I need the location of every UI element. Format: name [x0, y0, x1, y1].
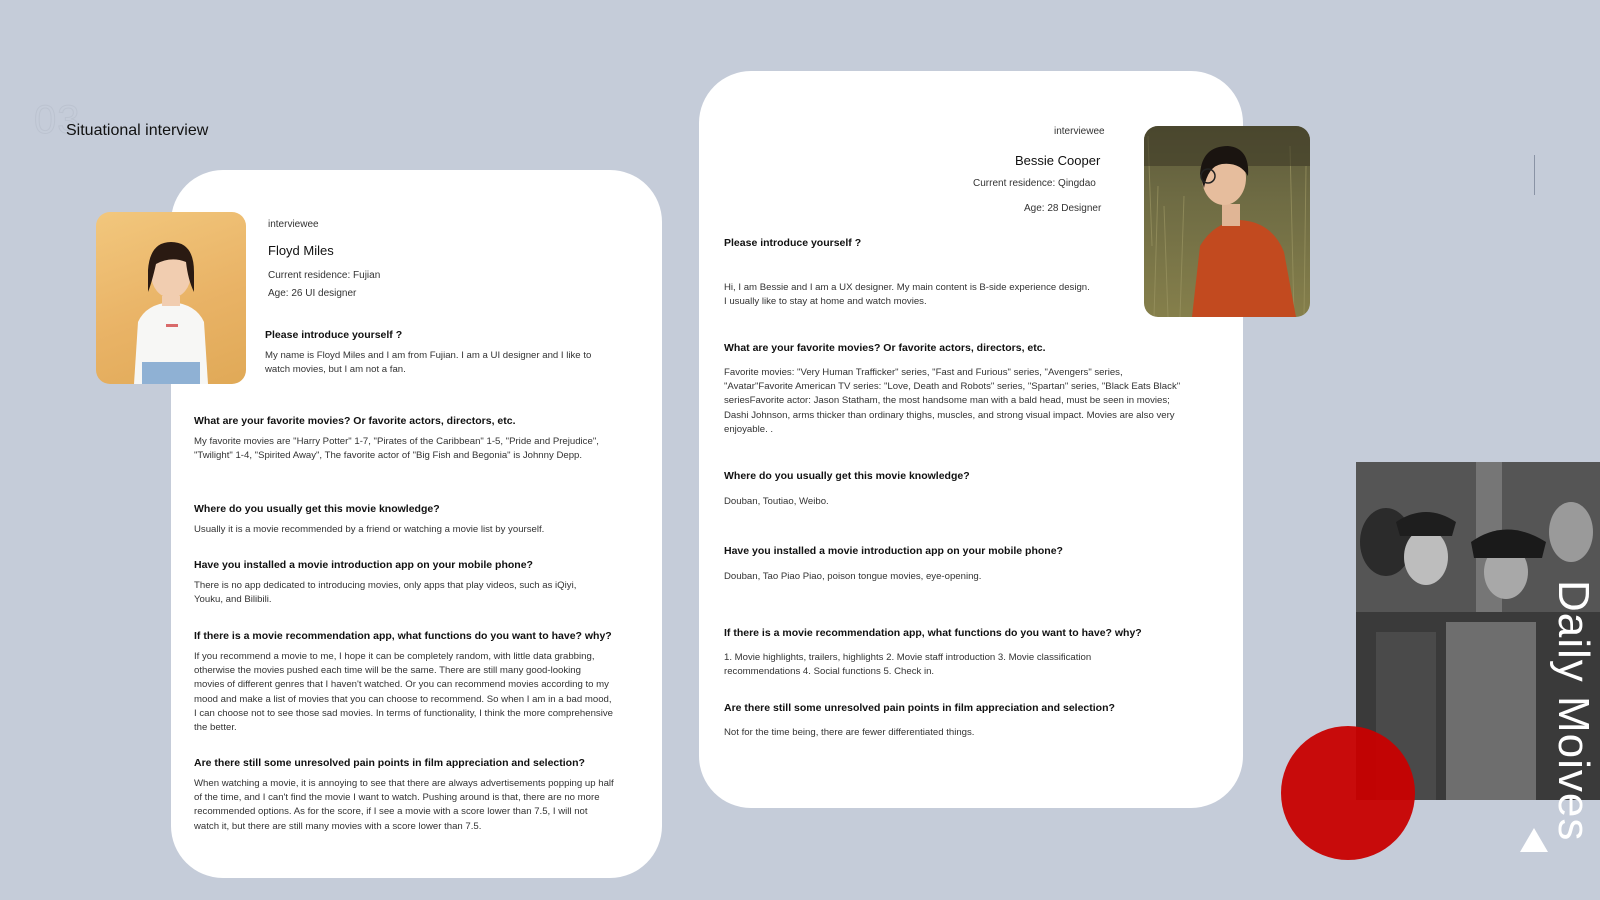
- question: Where do you usually get this movie knowledge?: [194, 503, 440, 515]
- divider-line: [1534, 155, 1535, 195]
- answer: Favorite movies: "Very Human Trafficker" series, "Fast and Furious" series, "Avengers" series, "Avatar"Favorite American TV series: "Love, Death and Robots" series, "Spartan" series, "Black Eats Black" seriesFavorite actor: Jason Statham, the most handsome man with a bald head, must be seen in movies; Dashi Johnson, arms thicker than ordinary thighs, muscles, and strong visual impact. Movies are also very enjoyable. .: [724, 367, 1181, 435]
- bessie-name: Bessie Cooper: [1015, 153, 1101, 168]
- question: Please introduce yourself ?: [265, 329, 403, 341]
- floyd-qa-6: [194, 757, 614, 834]
- answer: 1. Movie highlights, trailers, highlights 2. Movie staff introduction 3. Movie classification recommendations 4. Social functions 5. Check in.: [724, 652, 1092, 678]
- answer: Not for the time being, there are fewer differentiated things.: [724, 727, 975, 738]
- triangle-icon: [1520, 828, 1548, 852]
- answer: My name is Floyd Miles and I am from Fujian. I am a UI designer and I like to watch movies, but I am not a fan.: [265, 350, 592, 376]
- bessie-interviewee-label: interviewee: [1054, 126, 1105, 137]
- bessie-qa-3: [724, 470, 1164, 509]
- red-circle-decoration: [1281, 726, 1415, 860]
- answer: There is no app dedicated to introducing movies, only apps that play videos, such as iQiyi, Youku, and Bilibili.: [194, 580, 577, 606]
- floyd-interviewee-label: interviewee: [268, 219, 319, 230]
- answer: Douban, Toutiao, Weibo.: [724, 496, 829, 507]
- floyd-residence: Current residence: Fujian: [268, 270, 381, 281]
- bessie-age: Age: 28 Designer: [1024, 203, 1102, 214]
- floyd-name: Floyd Miles: [268, 243, 334, 258]
- floyd-age: Age: 26 UI designer: [268, 288, 357, 299]
- bessie-qa-1: [724, 237, 1094, 309]
- bessie-qa-2: [724, 342, 1184, 437]
- question: What are your favorite movies? Or favorite actors, directors, etc.: [724, 342, 1046, 354]
- floyd-qa-3: [194, 503, 614, 537]
- floyd-qa-4: [194, 559, 594, 607]
- floyd-qa-5: [194, 630, 614, 735]
- bessie-residence: Current residence: Qingdao: [973, 178, 1096, 189]
- side-title: Daily Moives: [1549, 580, 1598, 842]
- answer: My favorite movies are "Harry Potter" 1-7, "Pirates of the Caribbean" 1-5, "Pride and Prejudice", "Twilight" 1-4, "Spirited Away", The favorite actor of "Big Fish and Begonia" is Johnny Depp.: [194, 436, 599, 462]
- bessie-qa-5: [724, 627, 1164, 679]
- question: Are there still some unresolved pain points in film appreciation and selection?: [194, 757, 585, 769]
- question: If there is a movie recommendation app, what functions do you want to have? why?: [194, 630, 612, 642]
- section-number: 03: [34, 98, 81, 142]
- question: If there is a movie recommendation app, what functions do you want to have? why?: [724, 627, 1142, 639]
- floyd-qa-2: [194, 415, 614, 463]
- floyd-qa-1: [265, 329, 615, 377]
- question: Have you installed a movie introduction app on your mobile phone?: [724, 545, 1063, 557]
- question: Have you installed a movie introduction app on your mobile phone?: [194, 559, 533, 571]
- section-title: Situational interview: [66, 122, 209, 139]
- answer: If you recommend a movie to me, I hope it can be completely random, with little data grabbing, otherwise the movies pushed each time will be the same. There are still many good-looking movies of different genres that I haven't watched. Or you can recommend movies according to my mood and make a list of movies that you can choose to recommend. So when I am in a bad mood, I can choose not to see those sad movies. In terms of functionality, I think the more comprehensive the better.: [194, 651, 613, 734]
- answer: When watching a movie, it is annoying to see that there are always advertisements popping up half of the time, and I can't find the movie I want to watch. Pushing around is that, there are no more recommended options. As for the score, if I see a movie with a score lower than 7.5, I will not watch it, but there are still many movies with a score lower than 7.5.: [194, 778, 614, 832]
- bessie-qa-4: [724, 545, 1164, 584]
- answer: Hi, I am Bessie and I am a UX designer. My main content is B-side experience design. I usually like to stay at home and watch movies.: [724, 282, 1090, 308]
- bessie-photo: [1144, 126, 1310, 317]
- question: Are there still some unresolved pain points in film appreciation and selection?: [724, 702, 1115, 714]
- question: Please introduce yourself ?: [724, 237, 862, 249]
- answer: Usually it is a movie recommended by a friend or watching a movie list by yourself.: [194, 524, 545, 535]
- bessie-qa-6: [724, 702, 1164, 740]
- answer: Douban, Tao Piao Piao, poison tongue movies, eye-opening.: [724, 571, 982, 582]
- question: What are your favorite movies? Or favorite actors, directors, etc.: [194, 415, 516, 427]
- question: Where do you usually get this movie knowledge?: [724, 470, 970, 482]
- floyd-photo: [96, 212, 246, 384]
